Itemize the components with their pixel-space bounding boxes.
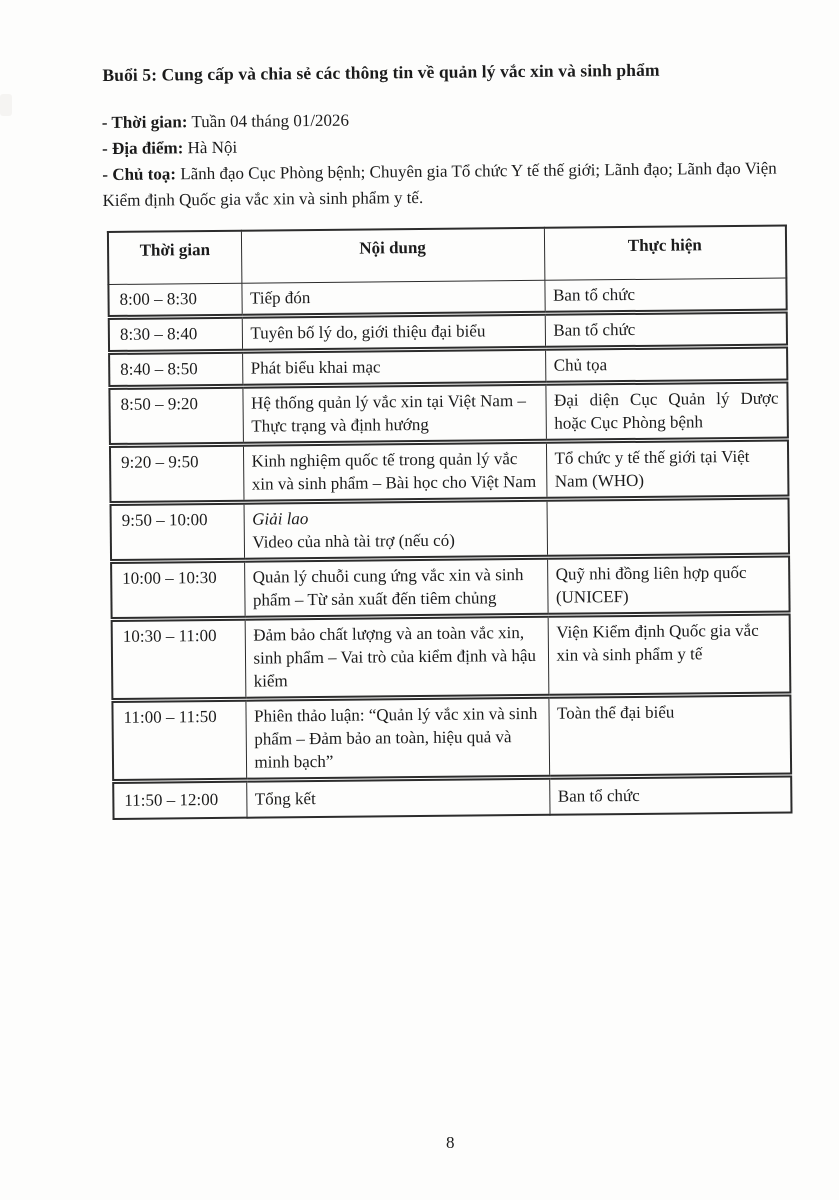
table-row <box>113 774 791 819</box>
col-header-time: Thời gian <box>108 231 241 284</box>
meta-chair-value: Lãnh đạo Cục Phòng bệnh; Chuyên gia Tổ chức Y tế thế giới; Lãnh đạo; Lãnh đạo Viện Kiểm định Quốc gia vắc xin và sinh phẩm y tế. <box>102 158 777 211</box>
cell-content: Kinh nghiệm quốc tế trong quản lý vắc xin và sinh phẩm – Bài học cho Việt Nam <box>243 441 547 502</box>
cell-time: 11:50 – 12:00 <box>113 780 246 819</box>
break-title: Giải lao <box>252 508 309 529</box>
page-number: 8 <box>446 1133 455 1152</box>
meta-time-label: - Thời gian: <box>101 112 188 133</box>
cell-time: 11:00 – 11:50 <box>112 699 246 781</box>
cell-executor: Ban tổ chức <box>545 310 787 347</box>
break-note: Video của nhà tài trợ (nếu có) <box>252 530 455 552</box>
cell-content: Tổng kết <box>246 777 549 818</box>
cell-executor: Ban tổ chức <box>544 277 786 312</box>
cell-time: 10:30 – 11:00 <box>112 618 246 700</box>
cell-executor: Tổ chức y tế thế giới tại Việt Nam (WHO) <box>546 438 789 498</box>
meta-chair-label: - Chủ toạ: <box>102 164 177 185</box>
cell-executor <box>546 496 789 556</box>
cell-time: 9:50 – 10:00 <box>111 502 245 561</box>
cell-content: Tiếp đón <box>241 280 544 316</box>
cell-time: 8:30 – 8:40 <box>109 316 242 352</box>
cell-content: Hệ thống quản lý vắc xin tại Việt Nam – Thực trạng và định hướng <box>242 383 546 444</box>
cell-content: Phiên thảo luận: “Quản lý vắc xin và sinh phẩm – Đảm bảo an toàn, hiệu quả và minh bạch” <box>245 696 549 780</box>
cell-time: 9:20 – 9:50 <box>110 444 244 503</box>
meta-location-label: - Địa điểm: <box>102 138 184 159</box>
cell-time: 8:00 – 8:30 <box>108 283 241 317</box>
cell-content <box>244 499 548 560</box>
cell-executor: Quỹ nhi đồng liên hợp quốc (UNICEF) <box>547 554 790 614</box>
cell-executor: Viện Kiểm định Quốc gia vắc xin và sinh phẩm y tế <box>548 612 791 695</box>
table-row <box>111 496 790 561</box>
table-row <box>112 612 791 700</box>
cell-content: Phát biểu khai mạc <box>242 348 545 386</box>
cell-content: Tuyên bố lý do, giới thiệu đại biểu <box>242 313 545 351</box>
cell-time: 10:00 – 10:30 <box>111 560 245 619</box>
col-header-content: Nội dung <box>241 228 544 283</box>
cell-content: Đảm bảo chất lượng và an toàn vắc xin, sinh phẩm – Vai trò của kiểm định và hậu kiểm <box>245 615 549 699</box>
cell-content: Quản lý chuỗi cung ứng vắc xin và sinh phẩm – Từ sản xuất đến tiêm chủng <box>244 557 548 618</box>
cell-executor: Toàn thể đại biểu <box>548 693 791 776</box>
meta-chair <box>102 155 799 214</box>
cell-executor: Chủ tọa <box>545 345 787 382</box>
meta-time-value: Tuần 04 tháng 01/2026 <box>191 110 350 132</box>
cell-executor: Đại diện Cục Quản lý Dược hoặc Cục Phòng bệnh <box>545 380 788 440</box>
document-title: Buổi 5: Cung cấp và chia sẻ các thông tin về quản lý vắc xin và sinh phẩm <box>102 59 660 86</box>
meta-location-value: Hà Nội <box>187 137 238 158</box>
table-row <box>110 438 789 503</box>
agenda-table <box>107 224 793 820</box>
table-row <box>112 693 791 781</box>
table-header-row <box>108 225 786 284</box>
meta-block <box>102 103 800 214</box>
cell-executor: Ban tổ chức <box>549 774 791 814</box>
cell-time: 8:50 – 9:20 <box>109 386 243 445</box>
col-header-executor: Thực hiện <box>544 225 786 279</box>
table-row <box>111 554 790 619</box>
table-row <box>109 380 788 445</box>
cell-time: 8:40 – 8:50 <box>109 351 242 387</box>
